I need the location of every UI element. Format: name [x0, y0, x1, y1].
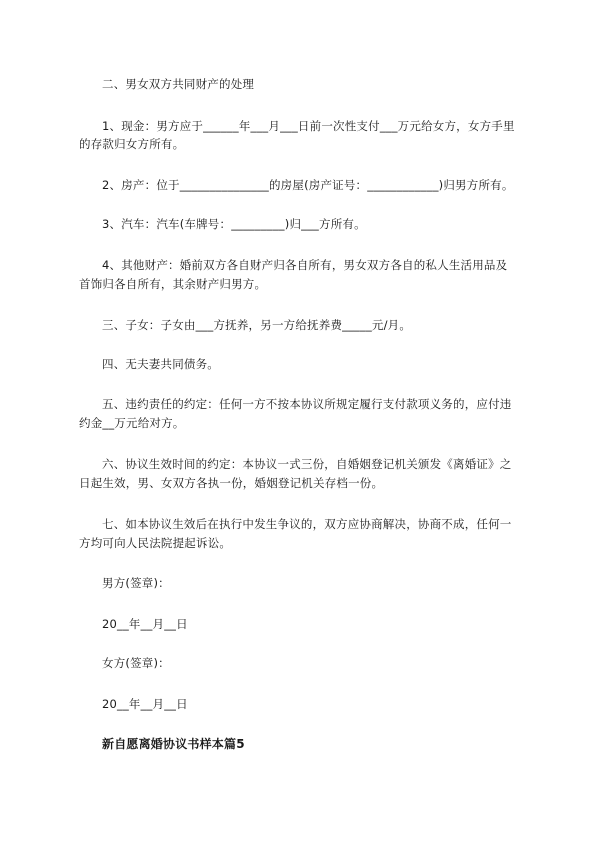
- children-clause: 三、子女：子女由___方抚养，另一方给抚养费_____元/月。: [102, 318, 412, 332]
- female-signature-label: 女方(签章)：: [102, 656, 170, 670]
- other-property-line-1: 4、其他财产：婚前双方各自财产归各自所有，男女双方各自的私人生活用品及: [102, 258, 508, 272]
- section-two-title: 二、男女双方共同财产的处理: [102, 77, 255, 91]
- male-signature-date: 20__年__月__日: [102, 617, 188, 631]
- debt-clause: 四、无夫妻共同债务。: [102, 357, 219, 371]
- dispute-clause-line-2: 方均可向人民法院提起诉讼。: [79, 536, 232, 550]
- breach-clause-line-1: 五、违约责任的约定：任何一方不按本协议所规定履行支付款项义务的，应付违: [102, 397, 512, 411]
- breach-clause-line-2: 约金__万元给对方。: [79, 416, 185, 430]
- dispute-clause-line-1: 七、如本协议生效后在执行中发生争议的，双方应协商解决，协商不成，任何一: [102, 517, 512, 531]
- other-property-line-2: 首饰归各自所有，其余财产归男方。: [79, 277, 267, 291]
- next-section-title: 新自愿离婚协议书样本篇5: [102, 737, 245, 751]
- effective-clause-line-1: 六、协议生效时间的约定：本协议一式三份，自婚姻登记机关颁发《离婚证》之: [102, 457, 512, 471]
- cash-clause-line-1: 1、现金：男方应于______年___月___日前一次性支付___万元给女方，女方手里: [102, 119, 515, 133]
- car-clause: 3、汽车：汽车(车牌号：_________)归___方所有。: [102, 217, 366, 231]
- property-clause: 2、房产：位于_______________的房屋(房产证号：____________)归男方所有。: [102, 178, 514, 192]
- male-signature-label: 男方(签章)：: [102, 576, 170, 590]
- female-signature-date: 20__年__月__日: [102, 697, 188, 711]
- effective-clause-line-2: 日起生效，男、女双方各执一份，婚姻登记机关存档一份。: [79, 476, 384, 490]
- cash-clause-line-2: 的存款归女方所有。: [79, 137, 185, 151]
